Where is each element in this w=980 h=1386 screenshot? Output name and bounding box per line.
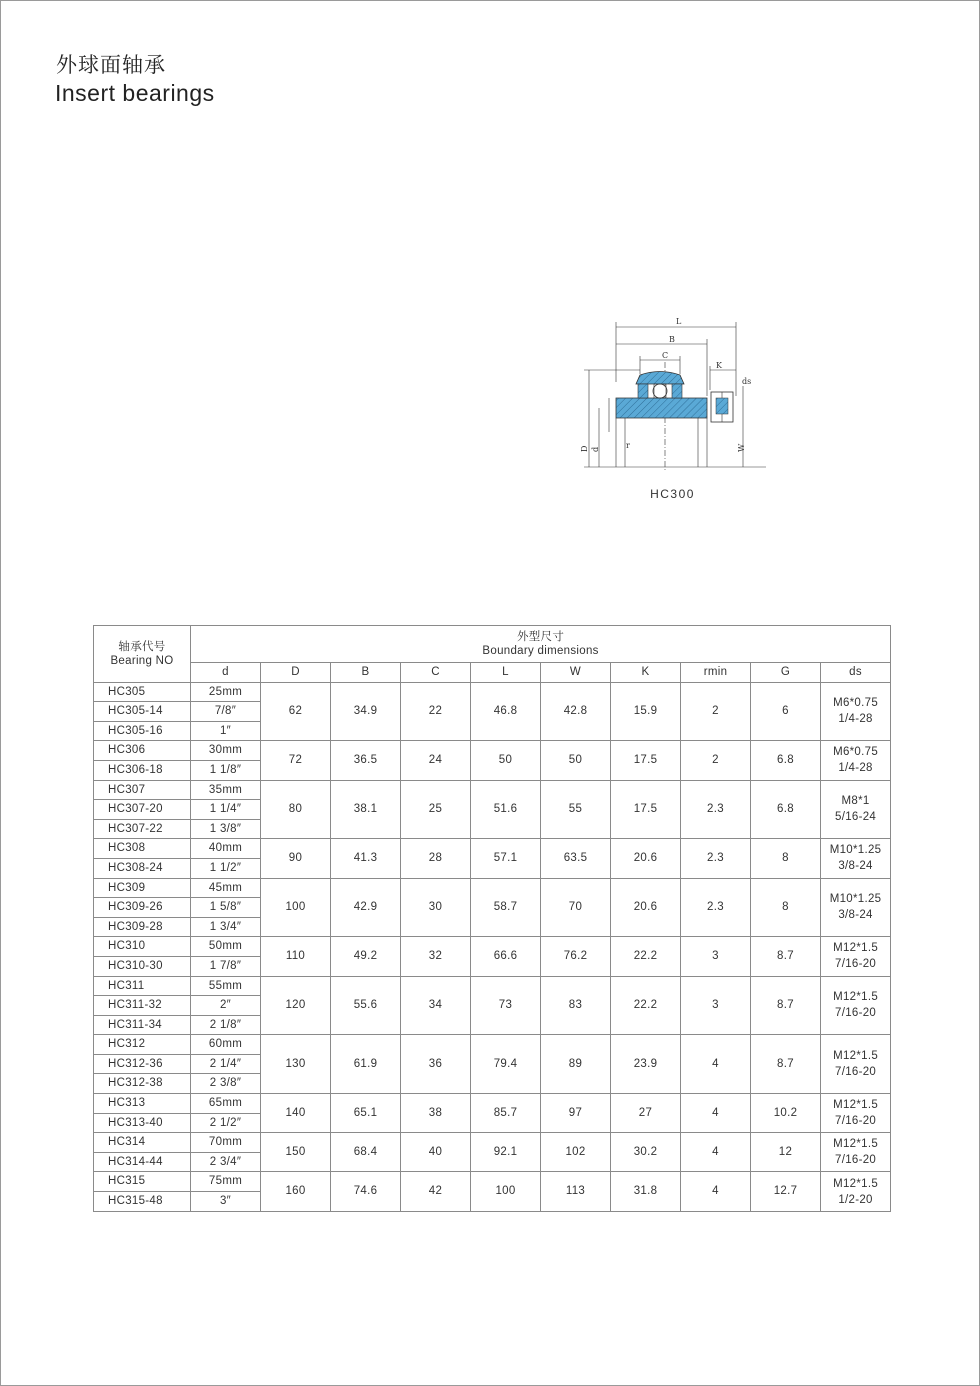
dimension-cell-D: 100 xyxy=(261,878,331,937)
ds-line: M12*1.5 xyxy=(833,942,879,955)
bearing-spec-table xyxy=(93,625,891,1212)
dimension-cell-L: 100 xyxy=(471,1172,541,1211)
ds-line: 3/8-24 xyxy=(838,860,873,873)
bearing-number-cell: HC315 xyxy=(94,1172,191,1192)
label-B: B xyxy=(669,335,675,344)
column-header: d xyxy=(191,663,261,683)
set-screw-ds-cell xyxy=(821,1172,891,1211)
dimension-cell-C: 24 xyxy=(401,741,471,780)
dimension-cell-L: 51.6 xyxy=(471,780,541,839)
dimension-cell-B: 55.6 xyxy=(331,976,401,1035)
bore-d-cell: 1 3/4″ xyxy=(191,917,261,937)
dimension-cell-D: 80 xyxy=(261,780,331,839)
bore-d-cell: 7/8″ xyxy=(191,702,261,722)
dimension-cell-G: 12 xyxy=(751,1133,821,1172)
dimension-cell-G: 6.8 xyxy=(751,780,821,839)
dimension-cell-C: 28 xyxy=(401,839,471,878)
dimension-cell-W: 63.5 xyxy=(541,839,611,878)
ds-line: M12*1.5 xyxy=(833,1099,879,1112)
bearing-number-cell: HC306-18 xyxy=(94,760,191,780)
ds-line: 3/8-24 xyxy=(838,909,873,922)
dimension-cell-D: 90 xyxy=(261,839,331,878)
page-title-chinese: 外球面轴承 xyxy=(56,53,166,77)
set-screw-ds-cell xyxy=(821,937,891,976)
dimension-cell-K: 31.8 xyxy=(611,1172,681,1211)
bearing-number-cell: HC313-40 xyxy=(94,1113,191,1133)
column-header: ds xyxy=(821,663,891,683)
dimension-cell-C: 32 xyxy=(401,937,471,976)
bearing-number-cell: HC313 xyxy=(94,1094,191,1114)
bearing-number-cell: HC305-14 xyxy=(94,702,191,722)
dimension-cell-D: 110 xyxy=(261,937,331,976)
boundary-dimensions-header-cn: 外型尺寸 xyxy=(516,631,565,643)
dimension-cell-rmin: 4 xyxy=(681,1172,751,1211)
bore-d-cell: 55mm xyxy=(191,976,261,996)
bore-d-cell: 2 1/4″ xyxy=(191,1054,261,1074)
bore-d-cell: 65mm xyxy=(191,1094,261,1114)
column-header: C xyxy=(401,663,471,683)
bore-d-cell: 35mm xyxy=(191,780,261,800)
ds-line: 1/4-28 xyxy=(838,762,873,775)
dimension-cell-C: 38 xyxy=(401,1094,471,1133)
dimension-cell-B: 49.2 xyxy=(331,937,401,976)
dimension-cell-C: 22 xyxy=(401,682,471,741)
dimension-cell-W: 55 xyxy=(541,780,611,839)
bearing-no-header-en: Bearing NO xyxy=(110,654,174,667)
bearing-number-cell: HC307 xyxy=(94,780,191,800)
label-r: r xyxy=(626,441,630,450)
dimension-cell-K: 15.9 xyxy=(611,682,681,741)
label-d: d xyxy=(591,446,600,452)
bore-d-cell: 1 1/2″ xyxy=(191,858,261,878)
dimension-cell-rmin: 2.3 xyxy=(681,878,751,937)
dimension-cell-C: 42 xyxy=(401,1172,471,1211)
dimension-cell-K: 23.9 xyxy=(611,1035,681,1094)
bearing-number-cell: HC311 xyxy=(94,976,191,996)
dimension-cell-K: 17.5 xyxy=(611,780,681,839)
dimension-cell-B: 38.1 xyxy=(331,780,401,839)
bearing-number-cell: HC312-38 xyxy=(94,1074,191,1094)
bore-d-cell: 1 3/8″ xyxy=(191,819,261,839)
label-C: C xyxy=(662,351,669,360)
ds-line: 1/4-28 xyxy=(838,713,873,726)
dimension-cell-K: 27 xyxy=(611,1094,681,1133)
dimension-cell-W: 70 xyxy=(541,878,611,937)
dimension-cell-W: 42.8 xyxy=(541,682,611,741)
bearing-number-cell: HC312 xyxy=(94,1035,191,1055)
dimension-cell-K: 17.5 xyxy=(611,741,681,780)
dimension-cell-K: 20.6 xyxy=(611,839,681,878)
dimension-cell-rmin: 2.3 xyxy=(681,839,751,878)
label-ds: ds xyxy=(742,377,752,386)
dimension-cell-D: 130 xyxy=(261,1035,331,1094)
bore-d-cell: 3″ xyxy=(191,1192,261,1212)
dimension-cell-B: 74.6 xyxy=(331,1172,401,1211)
dimension-cell-G: 6 xyxy=(751,682,821,741)
dimension-cell-G: 8.7 xyxy=(751,976,821,1035)
dimension-cell-B: 68.4 xyxy=(331,1133,401,1172)
dimension-cell-C: 30 xyxy=(401,878,471,937)
bore-d-cell: 75mm xyxy=(191,1172,261,1192)
dimension-cell-rmin: 4 xyxy=(681,1133,751,1172)
table-row xyxy=(94,1133,891,1153)
set-screw-ds-cell xyxy=(821,839,891,878)
set-screw-ds-cell xyxy=(821,1094,891,1133)
bearing-number-cell: HC311-32 xyxy=(94,996,191,1016)
table-row xyxy=(94,780,891,800)
dimension-cell-L: 85.7 xyxy=(471,1094,541,1133)
bearing-number-cell: HC311-34 xyxy=(94,1015,191,1035)
set-screw-ds-cell xyxy=(821,741,891,780)
ds-line: M8*1 xyxy=(841,795,870,808)
bore-d-cell: 2″ xyxy=(191,996,261,1016)
label-L: L xyxy=(676,317,682,326)
label-K: K xyxy=(716,361,722,370)
table-row xyxy=(94,1172,891,1192)
set-screw-ds-cell xyxy=(821,976,891,1035)
dimension-cell-rmin: 3 xyxy=(681,976,751,1035)
bearing-number-cell: HC305 xyxy=(94,682,191,702)
dimension-cell-L: 50 xyxy=(471,741,541,780)
bearing-number-cell: HC308 xyxy=(94,839,191,859)
table-row xyxy=(94,839,891,859)
table-row xyxy=(94,937,891,957)
column-header: K xyxy=(611,663,681,683)
dimension-cell-L: 92.1 xyxy=(471,1133,541,1172)
bore-d-cell: 2 3/8″ xyxy=(191,1074,261,1094)
bearing-number-cell: HC309 xyxy=(94,878,191,898)
ds-line: 7/16-20 xyxy=(835,1154,877,1167)
dimension-cell-B: 41.3 xyxy=(331,839,401,878)
dimension-cell-rmin: 2 xyxy=(681,741,751,780)
dimension-cell-G: 8.7 xyxy=(751,937,821,976)
column-header: rmin xyxy=(681,663,751,683)
dimension-cell-C: 40 xyxy=(401,1133,471,1172)
column-header: W xyxy=(541,663,611,683)
dimension-cell-G: 8 xyxy=(751,839,821,878)
boundary-dimensions-header xyxy=(191,626,891,663)
bearing-cross-section-drawing xyxy=(570,312,770,482)
dimension-cell-rmin: 2 xyxy=(681,682,751,741)
ds-line: M6*0.75 xyxy=(833,746,879,759)
table-row xyxy=(94,1094,891,1114)
dimension-cell-B: 42.9 xyxy=(331,878,401,937)
bearing-number-cell: HC314 xyxy=(94,1133,191,1153)
ds-line: 1/2-20 xyxy=(838,1193,873,1206)
bearing-number-cell: HC306 xyxy=(94,741,191,761)
ds-line: M10*1.25 xyxy=(829,844,882,857)
dimension-cell-B: 61.9 xyxy=(331,1035,401,1094)
dimension-cell-G: 10.2 xyxy=(751,1094,821,1133)
bore-d-cell: 60mm xyxy=(191,1035,261,1055)
bore-d-cell: 1 7/8″ xyxy=(191,956,261,976)
dimension-cell-L: 73 xyxy=(471,976,541,1035)
column-header: D xyxy=(261,663,331,683)
column-header: B xyxy=(331,663,401,683)
diagram-caption: HC300 xyxy=(650,487,695,501)
ds-line: 7/16-20 xyxy=(835,1066,877,1079)
column-header: L xyxy=(471,663,541,683)
bore-d-cell: 2 3/4″ xyxy=(191,1152,261,1172)
ds-line: 5/16-24 xyxy=(835,811,877,824)
bore-d-cell: 70mm xyxy=(191,1133,261,1153)
table-row xyxy=(94,682,891,702)
bore-d-cell: 2 1/8″ xyxy=(191,1015,261,1035)
dimension-cell-D: 72 xyxy=(261,741,331,780)
table-row xyxy=(94,741,891,761)
dimension-cell-L: 58.7 xyxy=(471,878,541,937)
dimension-cell-C: 34 xyxy=(401,976,471,1035)
bearing-number-cell: HC314-44 xyxy=(94,1152,191,1172)
bearing-number-cell: HC305-16 xyxy=(94,721,191,741)
dimension-cell-W: 89 xyxy=(541,1035,611,1094)
dimension-cell-L: 57.1 xyxy=(471,839,541,878)
ds-line: M12*1.5 xyxy=(833,1177,879,1190)
dimension-cell-D: 140 xyxy=(261,1094,331,1133)
dimension-cell-W: 102 xyxy=(541,1133,611,1172)
table-row xyxy=(94,878,891,898)
boundary-dimensions-header-en: Boundary dimensions xyxy=(482,645,599,657)
bearing-number-cell: HC312-36 xyxy=(94,1054,191,1074)
bore-d-cell: 45mm xyxy=(191,878,261,898)
dimension-cell-G: 6.8 xyxy=(751,741,821,780)
ds-line: 7/16-20 xyxy=(835,1115,877,1128)
ds-line: M6*0.75 xyxy=(833,697,879,710)
bore-d-cell: 30mm xyxy=(191,741,261,761)
dimension-cell-K: 22.2 xyxy=(611,976,681,1035)
bearing-no-header xyxy=(94,626,191,683)
dimension-cell-C: 25 xyxy=(401,780,471,839)
bore-d-cell: 40mm xyxy=(191,839,261,859)
column-header: G xyxy=(751,663,821,683)
dimension-cell-G: 8.7 xyxy=(751,1035,821,1094)
dimension-cell-G: 8 xyxy=(751,878,821,937)
dimension-cell-C: 36 xyxy=(401,1035,471,1094)
ds-line: 7/16-20 xyxy=(835,1007,877,1020)
dimension-cell-D: 160 xyxy=(261,1172,331,1211)
bore-d-cell: 25mm xyxy=(191,682,261,702)
dimension-cell-W: 83 xyxy=(541,976,611,1035)
dimension-cell-W: 50 xyxy=(541,741,611,780)
bearing-number-cell: HC309-26 xyxy=(94,898,191,918)
dimension-cell-K: 30.2 xyxy=(611,1133,681,1172)
dimension-cell-B: 65.1 xyxy=(331,1094,401,1133)
set-screw-ds-cell xyxy=(821,1133,891,1172)
ds-line: M12*1.5 xyxy=(833,991,879,1004)
dimension-cell-D: 62 xyxy=(261,682,331,741)
set-screw-ds-cell xyxy=(821,1035,891,1094)
ds-line: M12*1.5 xyxy=(833,1138,879,1151)
dimension-cell-rmin: 4 xyxy=(681,1035,751,1094)
dimension-cell-L: 66.6 xyxy=(471,937,541,976)
bearing-number-cell: HC308-24 xyxy=(94,858,191,878)
bearing-number-cell: HC307-20 xyxy=(94,800,191,820)
dimension-cell-B: 36.5 xyxy=(331,741,401,780)
dimension-cell-K: 22.2 xyxy=(611,937,681,976)
dimension-cell-W: 97 xyxy=(541,1094,611,1133)
dimension-cell-K: 20.6 xyxy=(611,878,681,937)
bore-d-cell: 1″ xyxy=(191,721,261,741)
bearing-no-header-cn: 轴承代号 xyxy=(118,640,166,653)
bore-d-cell: 1 5/8″ xyxy=(191,898,261,918)
table-row xyxy=(94,976,891,996)
set-screw-ds-cell xyxy=(821,878,891,937)
page-title-english: Insert bearings xyxy=(55,80,215,106)
bore-d-cell: 50mm xyxy=(191,937,261,957)
label-D: D xyxy=(580,445,589,452)
dimension-cell-rmin: 2.3 xyxy=(681,780,751,839)
dimension-cell-W: 76.2 xyxy=(541,937,611,976)
label-W: W xyxy=(737,443,746,452)
bearing-number-cell: HC310-30 xyxy=(94,956,191,976)
column-header-row xyxy=(94,663,891,683)
bore-d-cell: 2 1/2″ xyxy=(191,1113,261,1133)
ds-line: M12*1.5 xyxy=(833,1050,879,1063)
dimension-cell-L: 46.8 xyxy=(471,682,541,741)
ds-line: M10*1.25 xyxy=(829,893,882,906)
dimension-cell-D: 120 xyxy=(261,976,331,1035)
ds-line: 7/16-20 xyxy=(835,958,877,971)
table-row xyxy=(94,1035,891,1055)
bearing-number-cell: HC315-48 xyxy=(94,1192,191,1212)
bearing-number-cell: HC307-22 xyxy=(94,819,191,839)
dimension-cell-rmin: 3 xyxy=(681,937,751,976)
dimension-cell-L: 79.4 xyxy=(471,1035,541,1094)
dimension-cell-rmin: 4 xyxy=(681,1094,751,1133)
dimension-cell-B: 34.9 xyxy=(331,682,401,741)
bearing-number-cell: HC310 xyxy=(94,937,191,957)
set-screw-ds-cell xyxy=(821,682,891,741)
bore-d-cell: 1 1/4″ xyxy=(191,800,261,820)
set-screw-ds-cell xyxy=(821,780,891,839)
dimension-cell-D: 150 xyxy=(261,1133,331,1172)
dimension-cell-G: 12.7 xyxy=(751,1172,821,1211)
bearing-number-cell: HC309-28 xyxy=(94,917,191,937)
bore-d-cell: 1 1/8″ xyxy=(191,760,261,780)
dimension-cell-W: 113 xyxy=(541,1172,611,1211)
